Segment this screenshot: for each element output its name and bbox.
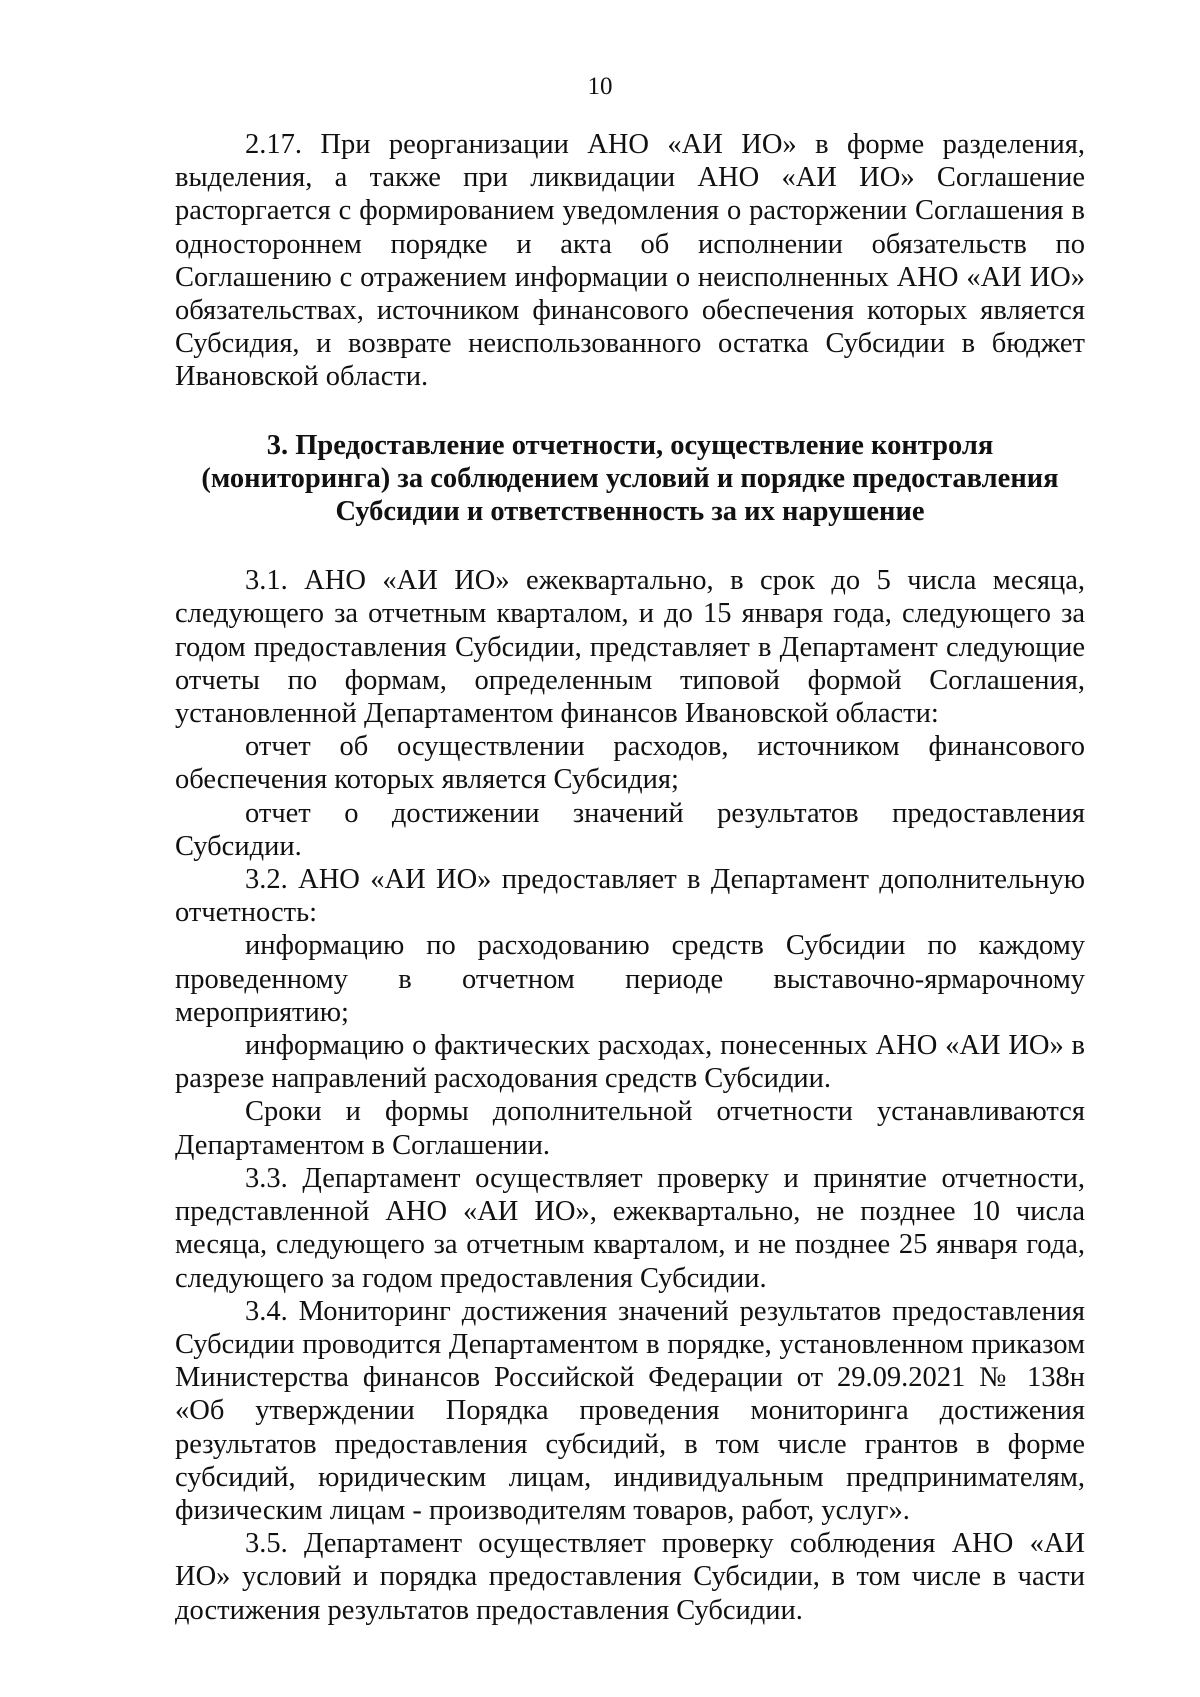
- page-number: 10: [587, 73, 613, 100]
- section-heading-line-3: Субсидии и ответственность за их нарушение: [335, 496, 925, 528]
- paragraph-3-1: 3.1. АНО «АИ ИО» ежеквартально, в срок до 5 числа месяца, следующего за отчетным кварталом, и до 15 января года, следующего за годом предоставления Субсидии, представляет в Департамент следующие отчеты по формам, определенным типовой формой Соглашения, установленной Департаментом финансов Ивановской области:: [175, 565, 1085, 730]
- paragraph-3-2-terms: Сроки и формы дополнительной отчетности устанавливаются Департаментом в Соглашении.: [175, 1096, 1085, 1161]
- section-heading-line-2: (мониторинга) за соблюдением условий и порядке предоставления: [201, 462, 1059, 494]
- paragraph-3-5: 3.5. Департамент осуществляет проверку соблюдения АНО «АИ ИО» условий и порядка предоставления Субсидии, в том числе в части достижения результатов предоставления Субсидии.: [175, 1528, 1085, 1626]
- paragraph-3-3: 3.3. Департамент осуществляет проверку и принятие отчетности, представленной АНО «АИ ИО», ежеквартально, не позднее 10 числа месяца, следующего за отчетным кварталом, и не позднее 25 января года, следующего за годом предоставления Субсидии.: [175, 1162, 1085, 1294]
- paragraph-3-2-item-2: информацию о фактических расходах, понесенных АНО «АИ ИО» в разрезе направлений расходования средств Субсидии.: [175, 1030, 1085, 1095]
- paragraph-3-4: 3.4. Мониторинг достижения значений результатов предоставления Субсидии проводится Департаментом в порядке, установленном приказом Министерства финансов Российской Федерации от 29.09.2021 № 138н «Об утверждении Порядка проведения мониторинга достижения результатов предоставления субсидий, в том числе грантов в форме субсидий, юридическим лицам, индивидуальным предпринимателям, физическим лицам - производителям товаров, работ, услуг».: [175, 1295, 1085, 1526]
- paragraph-3-2-item-1: информацию по расходованию средств Субсидии по каждому проведенному в отчетном периоде выставочно-ярмарочному мероприятию;: [175, 930, 1085, 1028]
- section-heading-3: [175, 429, 1085, 529]
- paragraph-3-2: 3.2. АНО «АИ ИО» предоставляет в Департамент дополнительную отчетность:: [175, 864, 1085, 929]
- paragraph-3-1-item-1: отчет об осуществлении расходов, источником финансового обеспечения которых является Субсидия;: [175, 731, 1085, 796]
- paragraph-3-1-item-2: отчет о достижении значений результатов предоставления Субсидии.: [175, 797, 1085, 862]
- document-body: [175, 128, 1085, 1627]
- section-heading-line-1: 3. Предоставление отчетности, осуществление контроля: [266, 429, 994, 461]
- paragraph-2-17: 2.17. При реорганизации АНО «АИ ИО» в форме разделения, выделения, а также при ликвидации АНО «АИ ИО» Соглашение расторгается с формированием уведомления о расторжении Соглашения в одностороннем порядке и акта об исполнении обязательств по Соглашению с отражением информации о неисполненных АНО «АИ ИО» обязательствах, источником финансового обеспечения которых является Субсидия, и возврате неиспользованного остатка Субсидии в бюджет Ивановской области.: [175, 129, 1085, 393]
